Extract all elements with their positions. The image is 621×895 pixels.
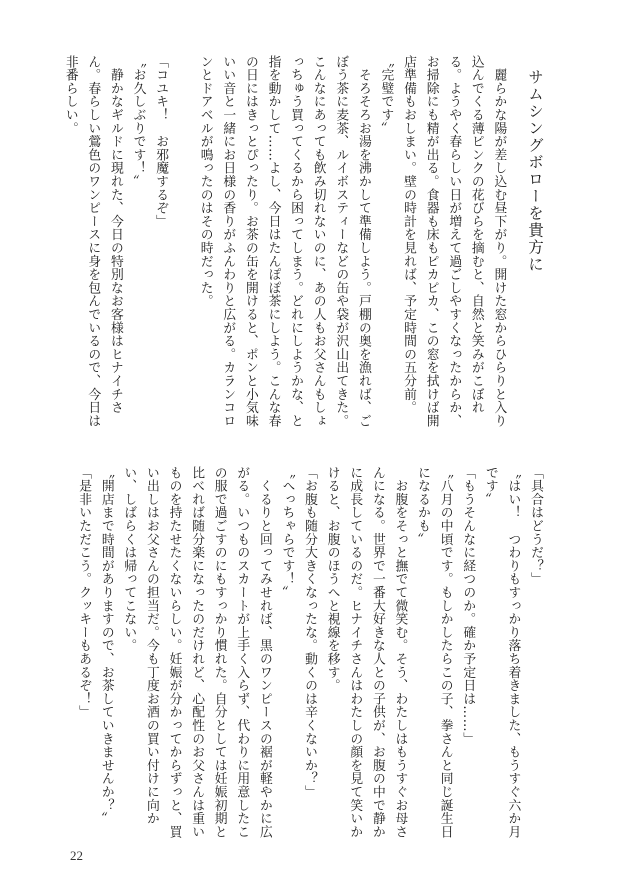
- text-line: 麗らかな陽が差し込む昼下がり。開けた窓からひらりと入り: [491, 55, 507, 428]
- text-line: いい音と一緒にお日様の香りがふんわりと広がる。カランコロ: [220, 55, 236, 428]
- text-line: ンとドアベルが鳴ったのはその時だった。: [197, 55, 213, 308]
- text-line: 「お腹も随分大きくなったな。動くのは辛くないか？」: [302, 466, 318, 799]
- text-line: い出しはお父さんの担当だ。今も丁度お酒の買い付けに向か: [143, 466, 159, 826]
- text-line: お掃除にも精が出る。食器も床もピカピカ、この窓を拭けば開: [423, 55, 439, 428]
- text-line: 店準備もおしまい。壁の時計を見れば、予定時間の五分前。: [401, 55, 417, 415]
- text-line: 非番らしい。: [62, 55, 78, 135]
- text-line: 〝八月の中頃です。もしかしたらこの子、拳さんと同じ誕生日: [437, 466, 453, 839]
- text-line: 〝へっちゃらです！〟: [279, 466, 295, 599]
- upper-text-block: [62, 55, 546, 428]
- text-line: の服で過ごすのにもすっかり慣れた。自分としては妊娠初期と: [211, 466, 227, 839]
- text-line: 〝お久しぶりです！〟: [130, 55, 146, 188]
- text-line: 「是非いただこう。クッキーもあるぞ！」: [76, 466, 92, 719]
- text-line: 〝開店まで時間がありますので、お茶していきませんか？〟: [98, 466, 114, 826]
- lower-text-block: [76, 466, 546, 839]
- text-line: です〟: [482, 466, 498, 506]
- text-line: そろそろお湯を沸かして準備しよう。戸棚の奥を漁れば、ご: [355, 55, 371, 428]
- text-line: ぼう茶に麦茶、ルイボスティーなどの缶や袋が沢山出てきた。: [333, 55, 349, 428]
- text-line: る。ようやく春らしい日が増えて過ごしやすくなったからか、: [446, 55, 462, 428]
- text-line: けると、お腹のほうへと視線を移す。: [324, 466, 340, 693]
- text-line: んになる。世界で一番大好きな人との子供が、お腹の中で静か: [369, 466, 385, 839]
- text-line: に成長しているのだ。ヒナイチさんはわたしの顔を見て笑いか: [347, 466, 363, 839]
- text-line: い、しばらくは帰ってこない。: [121, 466, 137, 653]
- text-line: こんなにあっても飲み切れないのに、あの人もお父さんもしょ: [310, 55, 326, 428]
- text-line: っちゅう買ってくるから困ってしまう。どれにしようかな、と: [288, 55, 304, 428]
- text-line: 「もうそんなに経つのか。確か予定日は……」: [460, 466, 476, 746]
- text-line: になるかも〟: [415, 466, 431, 546]
- text-line: くるりと回ってみせれば、黒のワンピースの裾が軽やかに広: [256, 466, 272, 839]
- text-line: がる。いつものスカートが上手く入らず、代わりに用意したこ: [234, 466, 250, 839]
- text-line: 「コユキ！ お邪魔するぞ」: [153, 55, 169, 228]
- text-line: 比べれば随分楽になったのだけれど、心配性のお父さんは重い: [189, 466, 205, 839]
- text-line: 〝完璧です〟: [378, 55, 394, 135]
- text-line: 「具合はどうだ？」: [528, 466, 543, 586]
- text-line: 静かなギルドに現れた、今日の特別なお客様はヒナイチさ: [107, 55, 123, 415]
- text-line: 〝はい！ つわりもすっかり落ち着きました、もうすぐ六か月: [505, 466, 521, 839]
- page-number: 22: [70, 848, 83, 863]
- text-line: 込んでくる薄ピンクの花びらを摘むと、自然と笑みがこぼれ: [468, 55, 484, 415]
- text-line: ん。春らしい鶯色のワンピースに身を包んでいるので、今日は: [85, 55, 101, 428]
- story-title: サムシングボローを貴方に: [526, 69, 544, 273]
- text-line: の日にはきっとぴったり。お茶の缶を開けると、ポンと小気味: [242, 55, 258, 428]
- text-line: お腹をそっと撫でて微笑む。そう、わたしはもうすぐお母さ: [392, 466, 408, 839]
- text-line: ものを持たせたくないらしい。妊娠が分かってからずっと、買: [166, 466, 182, 839]
- text-line: 指を動かして……よし、今日はたんぽぽ茶にしよう。こんな春: [265, 55, 281, 428]
- blank-line: [171, 55, 193, 400]
